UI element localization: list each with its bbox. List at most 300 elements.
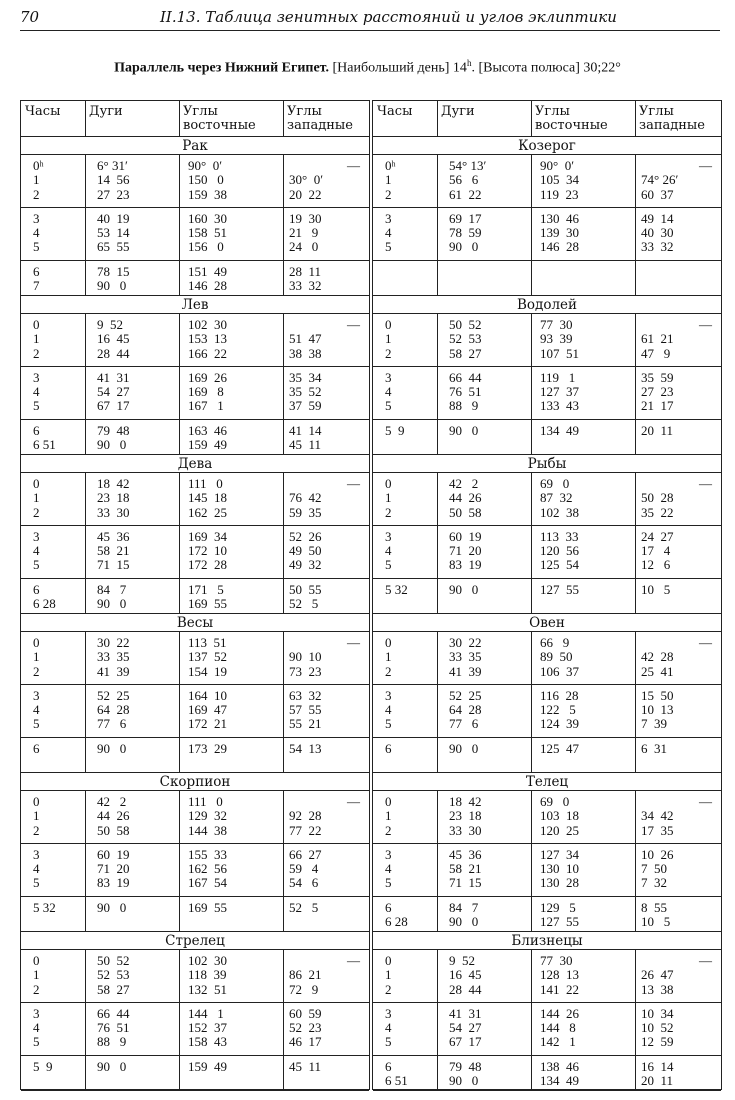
cell-east: 127 34: [540, 846, 579, 862]
cell-west: 46 17: [289, 1034, 322, 1050]
cell-west: 20 22: [289, 186, 322, 202]
row-group: [21, 1056, 369, 1091]
caption-longest-day-sup: h: [466, 58, 472, 68]
cell-east: 105 34: [540, 172, 579, 188]
cell-east: 127 37: [540, 384, 579, 400]
cell-east: 128 13: [540, 967, 579, 983]
cell-west: —: [699, 158, 712, 173]
table-row: [373, 424, 721, 438]
row-group: [21, 897, 369, 932]
sign-title: Овен: [373, 614, 721, 632]
cell-east: 107 51: [540, 345, 579, 361]
table-row: [21, 665, 369, 679]
cell-west: 57 55: [289, 702, 322, 718]
cell-hours: 3: [385, 369, 392, 385]
cell-arcs: 90 0: [449, 914, 479, 930]
cell-hours: 3: [33, 369, 40, 385]
cell-west: 24 27: [641, 528, 674, 544]
cell-west: 40 30: [641, 225, 674, 241]
cell-hours: 2: [385, 345, 392, 361]
tables: [20, 100, 722, 1090]
cell-arcs: 58 21: [449, 861, 482, 877]
cell-west: 7 39: [641, 716, 667, 732]
cell-hours: 3: [33, 528, 40, 544]
row-group: [21, 685, 369, 738]
cell-east: 146 28: [540, 239, 579, 255]
cell-west: 60 59: [289, 1005, 322, 1021]
sign-section: [373, 296, 721, 455]
row-group: [373, 261, 721, 296]
cell-west: —: [699, 953, 712, 968]
row-group: [21, 208, 369, 261]
table-row: [373, 188, 721, 202]
table-row: [373, 703, 721, 717]
table-row: [21, 424, 369, 438]
cell-west: 90 10: [289, 649, 322, 665]
row-group: [21, 261, 369, 296]
table-row: [373, 954, 721, 968]
cell-west: 47 9: [641, 345, 671, 361]
cell-arcs: 79 48: [449, 1058, 482, 1074]
row-group: [373, 155, 721, 208]
cell-hours: 5 9: [385, 422, 405, 438]
cell-arcs: 90 0: [97, 1058, 127, 1074]
cell-arcs: 84 7: [449, 899, 479, 915]
cell-east: 172 21: [188, 716, 227, 732]
table-row: [373, 848, 721, 862]
table-row: [373, 226, 721, 240]
cell-arcs: 50 52: [97, 953, 130, 968]
cell-arcs: 14 56: [97, 172, 130, 188]
cell-hours: 2: [385, 186, 392, 202]
cell-arcs: 79 48: [97, 422, 130, 438]
cell-west: 42 28: [641, 649, 674, 665]
table-row: [21, 279, 369, 293]
table-row: [373, 1074, 721, 1088]
cell-hours: 0: [385, 317, 392, 332]
cell-east: 124 39: [540, 716, 579, 732]
table-row: [21, 650, 369, 664]
table-row: [373, 742, 721, 756]
cell-east: 167 1: [188, 398, 224, 414]
cell-hours: 2: [33, 663, 40, 679]
cell-hours: 5 9: [33, 1058, 53, 1074]
cell-arcs: 66 44: [449, 369, 482, 385]
cell-hours: 0ʰ: [33, 158, 44, 173]
sign-section: [21, 932, 369, 1091]
cell-hours: 5: [33, 1034, 40, 1050]
table-row: [21, 983, 369, 997]
table-row: [373, 173, 721, 187]
cell-hours: 6 51: [33, 437, 56, 453]
sign-title: Телец: [373, 773, 721, 791]
cell-east: 169 55: [188, 899, 227, 915]
column-header-east: Углы восточные: [183, 104, 256, 133]
sign-section: [21, 137, 369, 296]
cell-hours: 0: [33, 953, 40, 968]
cell-west: 86 21: [289, 967, 322, 983]
cell-hours: 5: [33, 398, 40, 414]
table-row: [21, 477, 369, 491]
table-row: [21, 318, 369, 332]
cell-east: 138 46: [540, 1058, 579, 1074]
caption-longest-day: [Наибольший день] 14: [332, 60, 467, 76]
cell-arcs: 58 27: [97, 981, 130, 997]
cell-arcs: 6° 31′: [97, 158, 128, 173]
cell-hours: 3: [385, 687, 392, 703]
cell-west: 35 59: [641, 369, 674, 385]
column-header-east: Углы восточные: [535, 104, 608, 133]
table-row: [21, 491, 369, 505]
table-row: [21, 212, 369, 226]
table-row: [21, 188, 369, 202]
row-group: [373, 367, 721, 420]
table-row: [373, 795, 721, 809]
cell-west: 38 38: [289, 345, 322, 361]
cell-west: 12 59: [641, 1034, 674, 1050]
cell-west: 50 28: [641, 490, 674, 506]
cell-east: 127 55: [540, 581, 579, 597]
cell-hours: 4: [385, 543, 392, 559]
cell-west: 10 5: [641, 914, 671, 930]
row-group: [21, 791, 369, 844]
cell-arcs: 58 27: [449, 345, 482, 361]
cell-west: 49 32: [289, 557, 322, 573]
table-row: [21, 795, 369, 809]
cell-arcs: 90 0: [97, 740, 127, 756]
cell-east: 144 8: [540, 1020, 576, 1036]
caption-pole-height: . [Высота полюса] 30;22°: [471, 60, 621, 76]
cell-east: 127 55: [540, 914, 579, 930]
cell-west: 54 13: [289, 740, 322, 756]
cell-hours: 1: [385, 967, 392, 983]
cell-east: 169 26: [188, 369, 227, 385]
cell-arcs: 60 19: [97, 846, 130, 862]
cell-hours: 5 32: [385, 581, 408, 597]
cell-hours: 4: [33, 384, 40, 400]
cell-west: 33 32: [289, 278, 322, 294]
cell-west: 45 11: [289, 1058, 322, 1074]
cell-west: 10 34: [641, 1005, 674, 1021]
table-row: [21, 1060, 369, 1074]
cell-hours: 2: [385, 663, 392, 679]
cell-east: 133 43: [540, 398, 579, 414]
cell-hours: 3: [385, 528, 392, 544]
table-row: [373, 544, 721, 558]
cell-west: 34 42: [641, 808, 674, 824]
cell-east: 118 39: [188, 967, 227, 983]
table-row: [373, 385, 721, 399]
table-row: [373, 558, 721, 572]
cell-arcs: 71 15: [97, 557, 130, 573]
table-row: [21, 717, 369, 731]
cell-east: 113 51: [188, 635, 227, 650]
table-row: [21, 876, 369, 890]
cell-east: 152 37: [188, 1020, 227, 1036]
table-row: [373, 371, 721, 385]
table-row: [21, 597, 369, 611]
row-group: [373, 632, 721, 685]
row-group: [21, 526, 369, 579]
cell-west: —: [347, 317, 360, 332]
cell-hours: 4: [385, 1020, 392, 1036]
column-header-west: Углы западные: [639, 104, 705, 133]
sign-title: Стрелец: [21, 932, 369, 950]
sign-section: [373, 614, 721, 773]
cell-west: 35 22: [641, 504, 674, 520]
table-right: [372, 100, 722, 1090]
table-row: [21, 583, 369, 597]
cell-hours: 6: [385, 1058, 392, 1074]
table-row: [21, 968, 369, 982]
cell-east: 69 0: [540, 476, 570, 491]
cell-arcs: 90 0: [97, 437, 127, 453]
cell-arcs: 61 22: [449, 186, 482, 202]
cell-arcs: 45 36: [97, 528, 130, 544]
cell-arcs: 76 51: [97, 1020, 130, 1036]
cell-hours: 5: [385, 398, 392, 414]
cell-arcs: 77 6: [97, 716, 127, 732]
cell-west: 92 28: [289, 808, 322, 824]
cell-arcs: 67 17: [97, 398, 130, 414]
cell-east: 159 49: [188, 437, 227, 453]
table-row: [21, 530, 369, 544]
cell-arcs: 52 25: [449, 687, 482, 703]
cell-hours: 5: [385, 1034, 392, 1050]
table-row: [21, 703, 369, 717]
cell-east: 130 28: [540, 875, 579, 891]
cell-hours: 0: [33, 476, 40, 491]
cell-hours: 5 32: [33, 899, 56, 915]
cell-east: 90° 0′: [540, 158, 575, 173]
cell-west: 73 23: [289, 663, 322, 679]
cell-east: 172 28: [188, 557, 227, 573]
table-row: [21, 1035, 369, 1049]
table-row: [21, 954, 369, 968]
row-group: [373, 314, 721, 367]
table-row: [373, 876, 721, 890]
cell-east: 163 46: [188, 422, 227, 438]
cell-east: 89 50: [540, 649, 573, 665]
cell-west: 49 50: [289, 543, 322, 559]
cell-hours: 2: [385, 504, 392, 520]
cell-east: 119 1: [540, 369, 576, 385]
cell-east: 134 49: [540, 422, 579, 438]
cell-east: 169 47: [188, 702, 227, 718]
cell-east: 120 25: [540, 822, 579, 838]
cell-west: 6 31: [641, 740, 667, 756]
sign-title: Скорпион: [21, 773, 369, 791]
cell-east: 93 39: [540, 331, 573, 347]
cell-hours: 3: [385, 846, 392, 862]
table-row: [21, 1021, 369, 1035]
cell-east: 141 22: [540, 981, 579, 997]
table-row: [21, 862, 369, 876]
table-row: [373, 530, 721, 544]
cell-east: 125 47: [540, 740, 579, 756]
sign-section: [373, 932, 721, 1091]
row-group: [373, 1056, 721, 1091]
table-row: [373, 717, 721, 731]
cell-west: 26 47: [641, 967, 674, 983]
cell-arcs: 28 44: [97, 345, 130, 361]
cell-arcs: 42 2: [97, 794, 127, 809]
table-row: [21, 265, 369, 279]
cell-hours: 6 51: [385, 1073, 408, 1089]
table-row: [21, 848, 369, 862]
cell-arcs: 23 18: [97, 490, 130, 506]
cell-east: 150 0: [188, 172, 224, 188]
cell-west: —: [347, 635, 360, 650]
cell-arcs: 52 25: [97, 687, 130, 703]
cell-east: 145 18: [188, 490, 227, 506]
cell-arcs: 76 51: [449, 384, 482, 400]
row-group: [373, 791, 721, 844]
cell-hours: 2: [33, 345, 40, 361]
cell-east: 162 56: [188, 861, 227, 877]
caption-prefix: Параллель через Нижний Египет.: [114, 60, 329, 76]
column-header: [373, 101, 721, 137]
cell-arcs: 42 2: [449, 476, 479, 491]
sign-section: [373, 773, 721, 932]
cell-arcs: 50 58: [97, 822, 130, 838]
row-group: [21, 155, 369, 208]
cell-west: 10 5: [641, 581, 671, 597]
cell-west: 10 26: [641, 846, 674, 862]
cell-west: —: [347, 158, 360, 173]
cell-hours: 1: [385, 808, 392, 824]
cell-west: 66 27: [289, 846, 322, 862]
cell-arcs: 90 0: [449, 239, 479, 255]
cell-east: 169 34: [188, 528, 227, 544]
cell-west: 35 34: [289, 369, 322, 385]
cell-arcs: 52 53: [449, 331, 482, 347]
cell-west: 7 50: [641, 861, 667, 877]
cell-arcs: 71 15: [449, 875, 482, 891]
running-title: II.13. Таблица зенитных расстояний и углов эклиптики: [160, 8, 617, 26]
cell-east: 158 43: [188, 1034, 227, 1050]
cell-arcs: 28 44: [449, 981, 482, 997]
cell-west: 52 23: [289, 1020, 322, 1036]
table-row: [21, 438, 369, 452]
cell-east: 169 8: [188, 384, 224, 400]
table-row: [373, 332, 721, 346]
cell-east: 87 32: [540, 490, 573, 506]
row-group: [373, 579, 721, 614]
cell-west: 37 59: [289, 398, 322, 414]
table-row: [373, 809, 721, 823]
cell-hours: 4: [33, 1020, 40, 1036]
cell-east: 113 33: [540, 528, 579, 544]
cell-hours: 4: [33, 225, 40, 241]
cell-west: 24 0: [289, 239, 319, 255]
cell-hours: 1: [33, 172, 40, 188]
cell-arcs: 56 6: [449, 172, 479, 188]
cell-west: 52 5: [289, 596, 319, 612]
table-row: [373, 159, 721, 173]
table-row: [373, 506, 721, 520]
table-row: [373, 1021, 721, 1035]
cell-west: 50 55: [289, 581, 322, 597]
cell-east: 125 54: [540, 557, 579, 573]
cell-hours: 4: [385, 861, 392, 877]
cell-west: —: [699, 476, 712, 491]
cell-west: 55 21: [289, 716, 322, 732]
cell-arcs: 54 27: [449, 1020, 482, 1036]
cell-east: 144 38: [188, 822, 227, 838]
cell-hours: 5: [385, 239, 392, 255]
sign-title: Весы: [21, 614, 369, 632]
cell-west: 25 41: [641, 663, 674, 679]
cell-east: 159 49: [188, 1058, 227, 1074]
cell-hours: 0: [385, 794, 392, 809]
cell-arcs: 41 39: [449, 663, 482, 679]
cell-arcs: 90 0: [449, 581, 479, 597]
table-row: [373, 665, 721, 679]
column-header-hours: Часы: [25, 104, 61, 119]
cell-hours: 5: [385, 875, 392, 891]
cell-west: 12 6: [641, 557, 671, 573]
cell-arcs: 52 53: [97, 967, 130, 983]
cell-hours: 1: [385, 172, 392, 188]
row-group: [21, 420, 369, 455]
cell-east: 122 5: [540, 702, 576, 718]
cell-west: 19 30: [289, 210, 322, 226]
cell-west: 16 14: [641, 1058, 674, 1074]
cell-east: 171 5: [188, 581, 224, 597]
cell-arcs: 30 22: [97, 635, 130, 650]
cell-west: 21 17: [641, 398, 674, 414]
sign-section: [373, 455, 721, 614]
cell-west: 28 11: [289, 263, 322, 279]
cell-hours: 6: [33, 422, 40, 438]
cell-east: 69 0: [540, 794, 570, 809]
cell-arcs: 41 31: [97, 369, 130, 385]
cell-arcs: 45 36: [449, 846, 482, 862]
cell-east: 111 0: [188, 476, 223, 491]
cell-west: 21 9: [289, 225, 319, 241]
row-group: [373, 844, 721, 897]
row-group: [373, 473, 721, 526]
cell-arcs: 78 59: [449, 225, 482, 241]
sign-title: Рыбы: [373, 455, 721, 473]
row-group: [21, 367, 369, 420]
cell-east: 66 9: [540, 635, 570, 650]
cell-east: 120 56: [540, 543, 579, 559]
cell-hours: 4: [385, 702, 392, 718]
table-row: [21, 347, 369, 361]
table-row: [373, 1060, 721, 1074]
cell-west: 20 11: [641, 1073, 674, 1089]
cell-arcs: 67 17: [449, 1034, 482, 1050]
cell-west: 41 14: [289, 422, 322, 438]
cell-west: 54 6: [289, 875, 319, 891]
row-group: [21, 1003, 369, 1056]
table-row: [21, 240, 369, 254]
table-row: [21, 901, 369, 915]
table-row: [21, 226, 369, 240]
column-header-arcs: Дуги: [441, 104, 475, 119]
cell-hours: 6: [33, 740, 40, 756]
cell-arcs: 88 9: [449, 398, 479, 414]
cell-east: 158 51: [188, 225, 227, 241]
cell-west: —: [347, 794, 360, 809]
cell-hours: 5: [33, 716, 40, 732]
cell-east: 162 25: [188, 504, 227, 520]
cell-east: 173 29: [188, 740, 227, 756]
cell-hours: 4: [33, 543, 40, 559]
cell-east: 137 52: [188, 649, 227, 665]
